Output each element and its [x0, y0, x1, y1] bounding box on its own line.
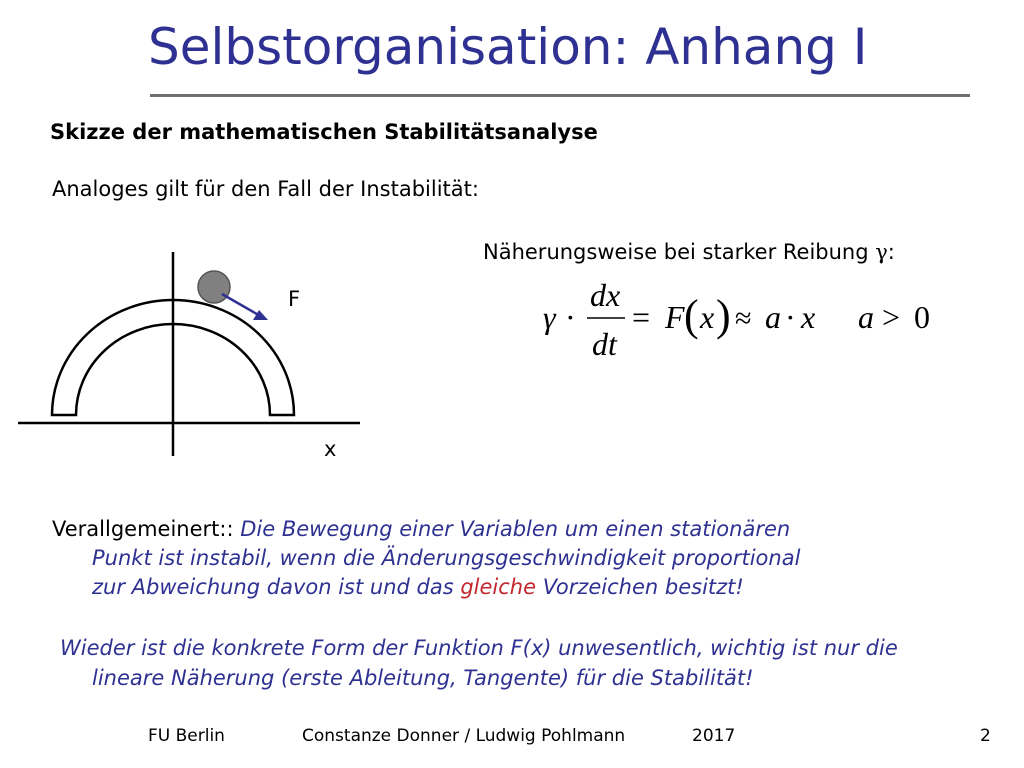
footer-authors: Constanze Donner / Ludwig Pohlmann [302, 726, 626, 746]
note-line-2: lineare Näherung (erste Ableitung, Tangente) für die Stabilität! [92, 666, 754, 690]
formula-gamma: γ [543, 299, 556, 335]
condition-gt: > [882, 299, 901, 335]
title-divider [150, 94, 970, 97]
intro-text: Analoges gilt für den Fall der Instabilität: [52, 177, 479, 201]
force-arrow-head [253, 310, 268, 320]
approximation-label [483, 240, 895, 264]
generalization-line-3 [52, 573, 952, 602]
formula-a: a [765, 299, 781, 335]
slide-title: Selbstorganisation: Anhang I [148, 18, 868, 76]
page-number: 2 [980, 726, 991, 746]
force-label: F [288, 287, 301, 311]
formula-x1: x [700, 299, 715, 335]
generalization-line-2: Punkt ist instabil, wenn die Änderungsgeschwindigkeit proportional [92, 546, 801, 570]
formula-x2: x [801, 299, 816, 335]
slide-subtitle: Skizze der mathematischen Stabilitätsanalyse [50, 120, 598, 144]
generalization-paragraph [52, 515, 952, 602]
gamma-symbol: γ [875, 240, 888, 264]
footer-institution: FU Berlin [148, 726, 225, 746]
formula-F: F [665, 299, 685, 335]
formula-dot-2: · [785, 299, 796, 335]
note-line-1: Wieder ist die konkrete Form der Funktion F(x) unwesentlich, wichtig ist nur die [60, 636, 898, 660]
x-axis-label: x [324, 437, 337, 461]
condition-a: a [858, 299, 874, 335]
formula-approx: ≈ [735, 302, 752, 335]
generalization-label: Verallgemeinert:: [52, 517, 241, 541]
formula-numerator: dx [590, 277, 621, 313]
approximation-label-text: Näherungsweise bei starker Reibung [483, 240, 876, 264]
generalization-line-3-end: Vorzeichen besitzt! [536, 575, 744, 599]
formula-denominator: dt [592, 326, 617, 362]
formula-rparen: ) [716, 291, 731, 340]
formula-equals: = [632, 299, 651, 335]
condition-zero: 0 [914, 299, 930, 335]
generalization-line-1: Die Bewegung einer Variablen um einen stationären [240, 517, 791, 541]
formula-lparen: ( [684, 291, 699, 340]
formula-dot-1: · [565, 299, 576, 335]
stability-formula [535, 275, 955, 365]
approximation-colon: : [887, 240, 895, 264]
generalization-line-3-start: zur Abweichung davon ist und das [92, 575, 461, 599]
note-paragraph [60, 633, 980, 693]
instability-diagram [0, 230, 400, 470]
highlight-word: gleiche [460, 575, 537, 599]
footer-year: 2017 [692, 726, 736, 746]
ball [198, 271, 230, 303]
